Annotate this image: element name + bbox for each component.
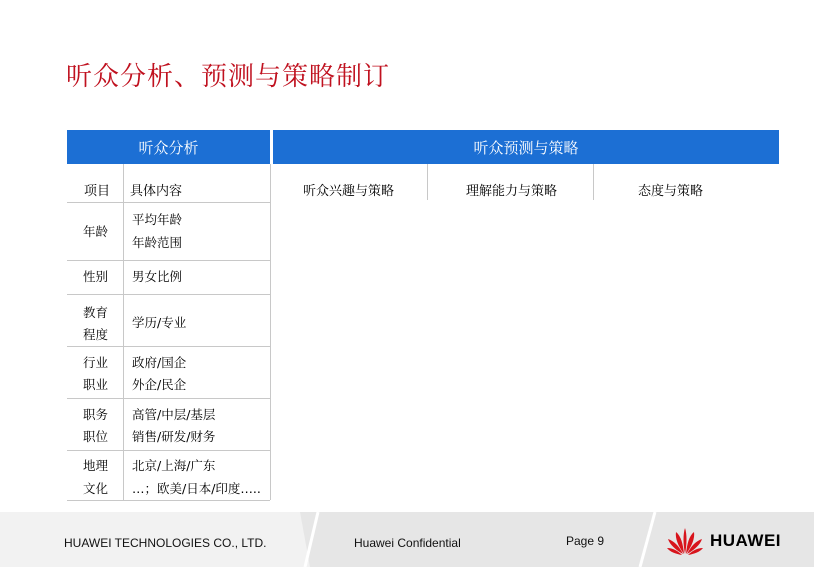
column-header-comprehension: 理解能力与策略 [466,184,558,199]
row-item-industry: 行业 [83,355,109,370]
footer-company: HUAWEI TECHNOLOGIES CO., LTD. [64,536,267,550]
divider [67,260,270,261]
page-number: Page 9 [566,534,605,548]
group-header-audience-prediction: 听众预测与策略 [273,130,779,164]
divider [67,346,270,347]
divider [270,164,271,500]
row-item-education-2: 程度 [83,327,109,342]
divider [67,294,270,295]
row-content: 学历/专业 [132,315,187,330]
footer-confidential: Huawei Confidential [354,536,461,550]
page-title: 听众分析、预测与策略制订 [66,62,391,92]
divider [593,164,594,200]
row-content: …；欧美/日本/印度….. [132,481,261,496]
column-header-content: 具体内容 [130,184,183,199]
huawei-petal-icon [666,526,704,556]
logo-text: HUAWEI [710,531,781,550]
row-content: 政府/国企 [132,355,187,370]
divider [67,398,270,399]
row-item-geography: 地理 [83,458,109,473]
column-header-item: 项目 [84,184,111,199]
column-header-interest: 听众兴趣与策略 [303,184,395,199]
row-item-position-2: 职位 [83,429,109,444]
row-content: 年龄范围 [132,235,183,250]
row-item-position: 职务 [83,407,109,422]
row-item-industry-2: 职业 [83,377,109,392]
row-content: 男女比例 [132,269,183,284]
row-content: 销售/研发/财务 [132,429,216,444]
divider [67,500,270,501]
row-content: 高管/中层/基层 [132,407,216,422]
row-item-age: 年龄 [83,224,109,239]
row-item-geography-2: 文化 [83,481,109,496]
row-item-education: 教育 [83,305,109,320]
divider [67,202,270,203]
row-item-gender: 性别 [83,269,109,284]
row-content: 平均年龄 [132,212,183,227]
group-header-audience-analysis: 听众分析 [67,130,270,164]
row-content: 北京/上海/广东 [132,458,216,473]
divider [67,450,270,451]
row-content: 外企/民企 [132,377,187,392]
huawei-logo [666,526,781,556]
divider [427,164,428,200]
column-header-attitude: 态度与策略 [638,184,704,199]
